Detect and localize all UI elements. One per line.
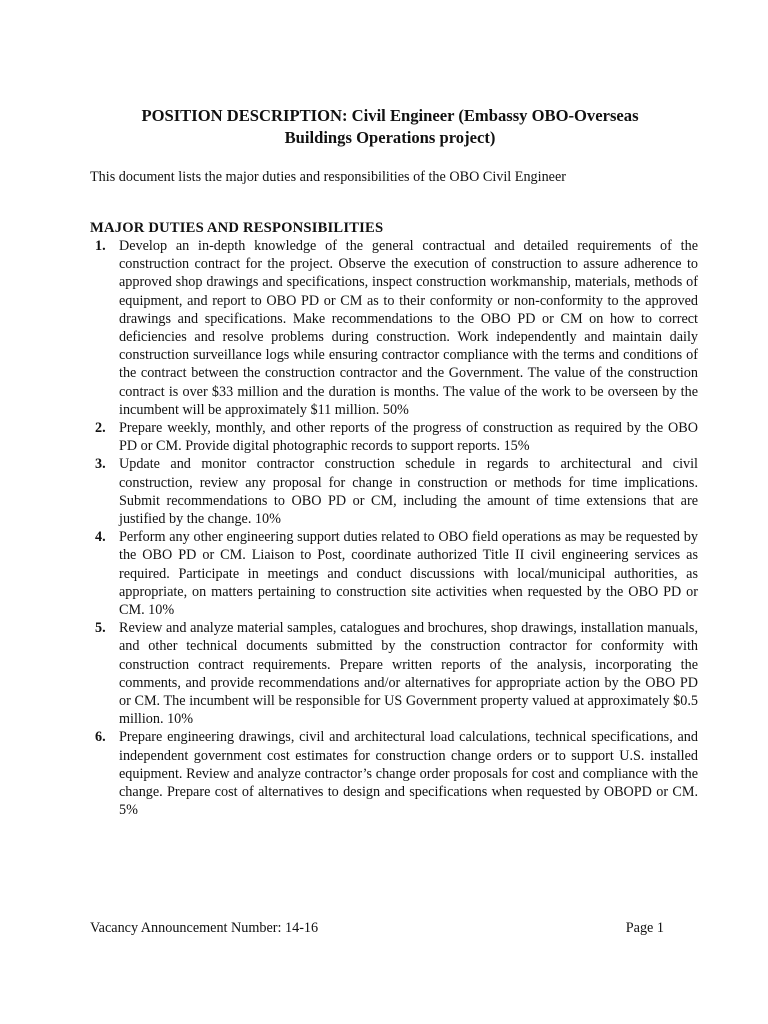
duty-item-1 xyxy=(90,237,698,419)
duty-item-4 xyxy=(90,528,698,619)
duty-number: 5. xyxy=(95,620,106,637)
duty-text: Develop an in-depth knowledge of the general contractual and detailed requirements of the construction contract for the project. Observe the execution of construction to assure adherence to approved shop drawings and specifications, inspect construction workmanship, materials, methods of equipment, and report to OBO PD or CM as to their conformity or non-conformity to the approved drawings and specifications. Make recommendations to the OBO PD or CM on how to correct deficiencies and resolve problems during construction. Work independently and maintain daily construction surveillance logs while ensuring contractor compliance with the terms and conditions of the contract between the construction contractor and the Government. The value of the construction contract is over $33 million and the duration is months. The value of the work to be overseen by the incumbent will be approximately $11 million. 50% xyxy=(119,238,698,418)
title-line-1: POSITION DESCRIPTION: Civil Engineer (Embassy OBO-Overseas xyxy=(141,106,639,125)
duty-text: Perform any other engineering support duties related to OBO field operations as may be requested by the OBO PD or CM. Liaison to Post, coordinate authorized Title II civil engineering services as required. Participate in meetings and conduct discussions with local/municipal authorities, as appropriate, on matters pertaining to construction site activities when requested by the OBO PD or CM. 10% xyxy=(119,529,698,619)
duty-item-6 xyxy=(90,728,698,819)
title-line-2: Buildings Operations project) xyxy=(284,128,496,147)
vacancy-announcement-number: Vacancy Announcement Number: 14-16 xyxy=(90,920,319,936)
duties-list xyxy=(90,237,698,820)
duty-number: 2. xyxy=(95,420,106,437)
duty-number: 1. xyxy=(95,238,106,254)
duty-item-3 xyxy=(90,455,698,528)
intro-paragraph: This document lists the major duties and responsibilities of the OBO Civil Engineer xyxy=(90,169,567,185)
duty-text: Update and monitor contractor construction schedule in regards to architectural and civil construction, review any proposal for change in construction or methods for time implications. Submit recommendations to OBO PD or CM, including the amount of time extensions that are justified by the change. 10% xyxy=(119,456,698,528)
duty-text: Prepare weekly, monthly, and other reports of the progress of construction as required by the OBO PD or CM. Provide digital photographic records to support reports. 15% xyxy=(119,420,698,455)
duty-number: 3. xyxy=(95,456,106,473)
section-heading: MAJOR DUTIES AND RESPONSIBILITIES xyxy=(90,220,384,236)
duty-number: 6. xyxy=(95,729,106,746)
duty-text: Review and analyze material samples, catalogues and brochures, shop drawings, installation manuals, and other technical documents submitted by the construction contractor for conformity with construction contract requirements. Prepare written reports of the analysis, incorporating the comments, and provide recommendations and/or alternatives for appropriate action by the OBO PD or CM. The incumbent will be responsible for US Government property valued at approximately $0.5 million. 10% xyxy=(119,620,698,728)
page-number: Page 1 xyxy=(625,920,664,936)
duty-item-5 xyxy=(90,619,698,728)
document-title xyxy=(90,105,690,149)
duty-number: 4. xyxy=(95,529,106,546)
duty-text: Prepare engineering drawings, civil and architectural load calculations, technical specifications, and independent government cost estimates for construction change orders or to support U.S. installed equipment. Review and analyze contractor’s change order proposals for cost and compliance with the change. Prepare cost of alternatives to design and specifications when requested by OBOPD or CM. 5% xyxy=(119,729,698,819)
duty-item-2 xyxy=(90,419,698,455)
